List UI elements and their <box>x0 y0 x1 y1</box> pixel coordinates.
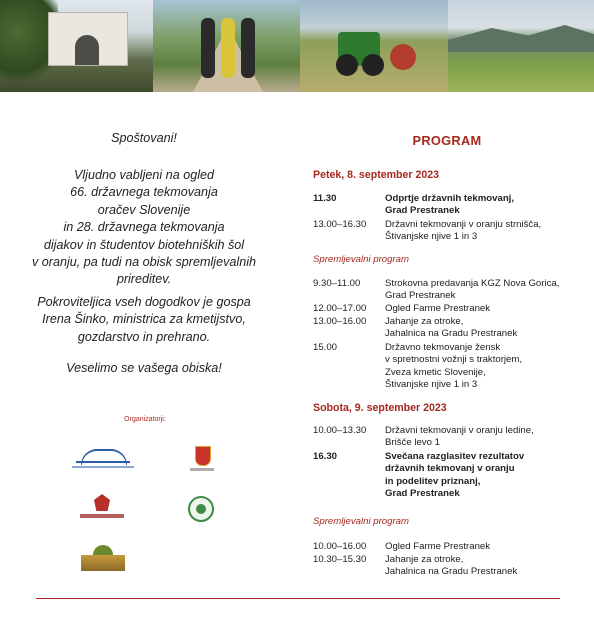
castle-building <box>48 12 128 66</box>
saturday-side-program-label: Spremljevalni program <box>313 516 409 527</box>
row-time: 10.00–16.00 <box>313 541 367 552</box>
photo-banner <box>0 0 594 92</box>
program-title: PROGRAM <box>412 133 482 148</box>
kgz-logo <box>188 496 214 522</box>
closing-text: Veselimo se vašega obiska! <box>66 361 222 375</box>
row-time: 10.30–15.30 <box>313 554 367 565</box>
row-time: 13.00–16.30 <box>313 219 367 230</box>
row-time: 16.30 <box>313 451 338 462</box>
organizers-label: Organizatorji: <box>124 416 166 423</box>
biotech-school-logo <box>81 545 125 575</box>
horse-shape <box>241 18 255 78</box>
row-time: 15.00 <box>313 342 338 353</box>
bottom-divider <box>36 598 560 599</box>
invitation-text: Vljudno vabljeni na ogled 66. državnega tekmovanja oračev Slovenije in 28. državnega tekmovanja dijakov in študentov biotehniških šol v oranju, pa tudi na obisk spremljevalnih prireditev. <box>31 168 256 287</box>
row-time: 11.30 <box>313 193 337 204</box>
tractor-photo <box>300 0 448 92</box>
row-desc: Državni tekmovanji v oranju ledine, Brišče levo 1 <box>385 425 534 449</box>
row-desc: Odprtje državnih tekmovanj, Grad Prestranek <box>385 193 515 217</box>
row-desc: Svečana razglasitev rezultatov državnih tekmovanj v oranju in podelitev priznanj, Grad Prestranek <box>385 451 525 499</box>
row-time: 12.00–17.00 <box>313 303 367 314</box>
patron-text: Pokroviteljica vseh dogodkov je gospa Irena Šinko, ministrica za kmetijstvo, gozdarstvo in prehrano. <box>37 295 251 344</box>
wheel-shape <box>362 54 384 76</box>
castle-door <box>75 35 99 65</box>
row-time: 13.00–16.00 <box>313 316 367 327</box>
hay-bale-shape <box>390 44 416 70</box>
row-desc: Državno tekmovanje žensk v spretnostni vožnji s traktorjem, Zveza kmetic Slovenije, Štivanjske njive 1 in 3 <box>385 342 523 390</box>
hills-shape <box>448 22 594 52</box>
wheel-shape <box>336 54 358 76</box>
row-desc: Strokovna predavanja KGZ Nova Gorica, Grad Prestranek <box>385 278 560 302</box>
walker-shape <box>221 18 235 78</box>
horse-riding-photo <box>153 0 300 92</box>
row-time: 9.30–11.00 <box>313 278 361 289</box>
row-desc: Jahanje za otroke, Jahalnica na Gradu Prestranek <box>385 316 518 340</box>
saturday-heading: Sobota, 9. september 2023 <box>313 402 447 414</box>
pasture-photo <box>448 0 594 92</box>
row-desc: Jahanje za otroke, Jahalnica na Gradu Prestranek <box>385 554 518 578</box>
grad-prestranek-logo <box>80 494 124 524</box>
row-desc: Državni tekmovanji v oranju strnišča, Štivanjske njive 1 in 3 <box>385 219 542 243</box>
castle-photo <box>0 0 153 92</box>
row-desc: Ogled Farme Prestranek <box>385 303 491 314</box>
tech-museum-logo <box>72 445 134 471</box>
row-time: 10.00–13.30 <box>313 425 367 436</box>
friday-side-program-label: Spremljevalni program <box>313 254 409 265</box>
row-desc: Ogled Farme Prestranek <box>385 541 491 552</box>
greeting-title: Spoštovani! <box>111 131 177 145</box>
friday-heading: Petek, 8. september 2023 <box>313 169 440 181</box>
horse-shape <box>201 18 215 78</box>
postojna-logo <box>190 444 214 478</box>
